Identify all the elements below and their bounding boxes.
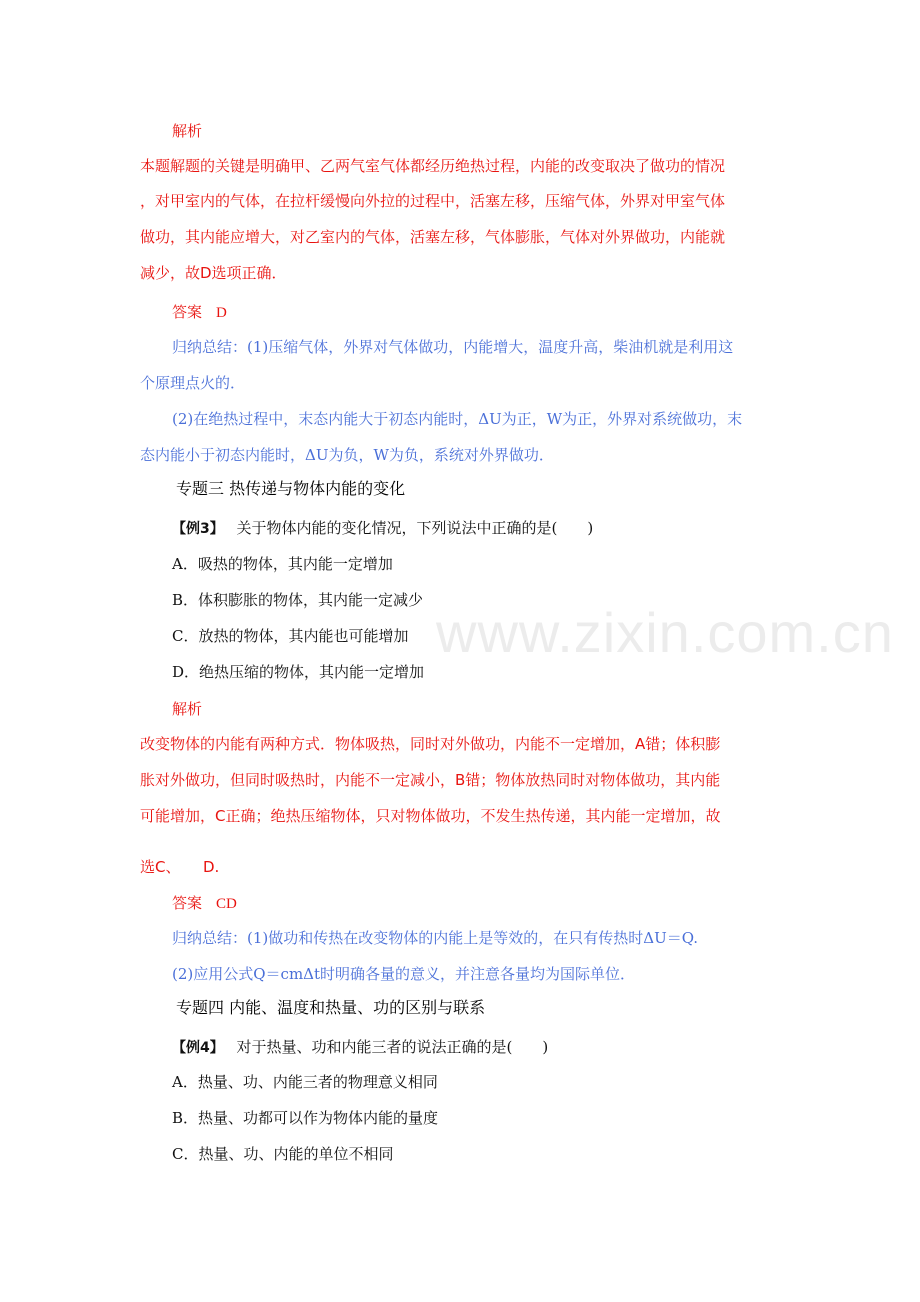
option-c: C．放热的物体，其内能也可能增加 — [172, 627, 409, 645]
option-c: C．热量、功、内能的单位不相同 — [172, 1145, 394, 1163]
watermark: www.zixin.com.cn — [436, 601, 894, 664]
question-text: 关于物体内能的变化情况，下列说法中正确的是( ) — [236, 519, 594, 537]
summary-line: 态内能小于初态内能时，ΔU为负，W为负，系统对外界做功． — [140, 446, 554, 464]
answer-label: 答案 — [172, 894, 203, 912]
analysis-line: ，对甲室内的气体，在拉杆缓慢向外拉的过程中，活塞左移，压缩气体，外界对甲室气体 — [140, 192, 726, 210]
option-a: A．热量、功、内能三者的物理意义相同 — [172, 1073, 438, 1091]
question-text: 对于热量、功和内能三者的说法正确的是( ) — [236, 1038, 549, 1056]
analysis-line: 减少，故D选项正确． — [140, 264, 287, 282]
summary-line: 个原理点火的． — [140, 374, 246, 392]
analysis-line: 可能增加，C正确；绝热压缩物体，只对物体做功，不发生热传递，其内能一定增加，故 — [140, 807, 721, 825]
example-tag: 【例4】 — [172, 1040, 224, 1056]
answer-value: CD — [216, 896, 237, 912]
summary-line: (2)在绝热过程中，末态内能大于初态内能时，ΔU为正，W为正，外界对系统做功，末 — [172, 410, 743, 428]
summary-line: 归纳总结：(1)做功和传热在改变物体的内能上是等效的，在只有传热时ΔU＝Q. — [172, 929, 699, 947]
topic-heading: 专题四 内能、温度和热量、功的区别与联系 — [176, 998, 486, 1017]
topic-heading: 专题三 热传递与物体内能的变化 — [176, 479, 406, 498]
answer-row — [172, 892, 237, 913]
example-question — [172, 1036, 548, 1057]
analysis-line: 胀对外做功，但同时吸热时，内能不一定减小，B错；物体放热同时对物体做功，其内能 — [140, 771, 721, 789]
summary-line: (2)应用公式Q＝cmΔt时明确各量的意义，并注意各量均为国际单位． — [172, 965, 636, 983]
analysis-line: 本题解题的关键是明确甲、乙两气室气体都经历绝热过程，内能的改变取决了做功的情况 — [140, 157, 726, 175]
example-question — [172, 517, 593, 538]
analysis-line: 选C、 D. — [140, 858, 220, 876]
option-b: B．热量、功都可以作为物体内能的量度 — [172, 1109, 439, 1127]
option-d: D．绝热压缩的物体，其内能一定增加 — [172, 663, 425, 681]
summary-line: 归纳总结：(1)压缩气体，外界对气体做功，内能增大，温度升高，柴油机就是利用这 — [172, 338, 734, 356]
answer-row — [172, 301, 227, 322]
analysis-line: 改变物体的内能有两种方式．物体吸热，同时对外做功，内能不一定增加，A错；体积膨 — [140, 735, 721, 753]
analysis-line: 做功，其内能应增大，对乙室内的气体，活塞左移，气体膨胀，气体对外界做功，内能就 — [140, 228, 726, 246]
analysis-label: 解析 — [172, 122, 203, 140]
answer-value: D — [216, 305, 227, 321]
answer-label: 答案 — [172, 303, 203, 321]
analysis-label: 解析 — [172, 700, 203, 718]
option-a: A．吸热的物体，其内能一定增加 — [172, 555, 393, 573]
option-b: B．体积膨胀的物体，其内能一定减少 — [172, 591, 424, 609]
example-tag: 【例3】 — [172, 521, 224, 537]
